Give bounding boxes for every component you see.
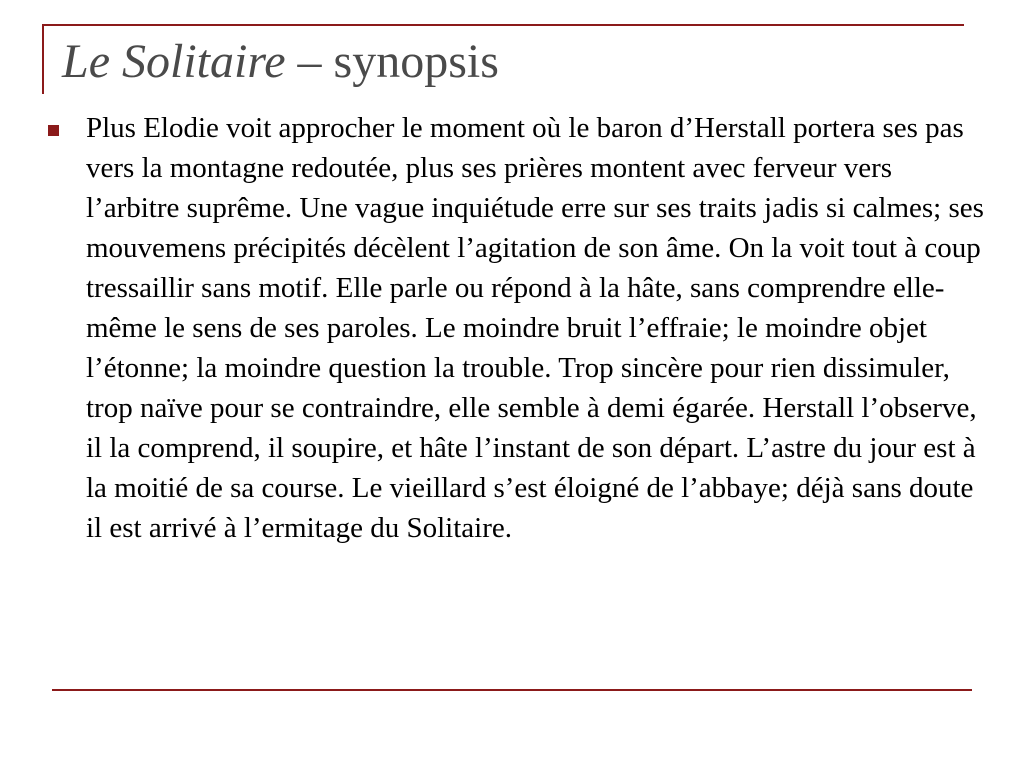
bullet-text: Plus Elodie voit approcher le moment où le baron d’Herstall portera ses pas vers la montagne redoutée, plus ses prières montent avec ferveur vers l’arbitre suprême. Une vague inquiétude erre sur ses traits jadis si calmes; ses mouvemens précipités décèlent l’agitation de son âme. On la voit tout à coup tressaillir sans motif. Elle parle ou répond à la hâte, sans comprendre elle-même le sens de ses paroles. Le moindre bruit l’effraie; le moindre objet l’étonne; la moindre question la trouble. Trop sincère pour rien dissimuler, trop naïve pour se contraindre, elle semble à demi égarée. Herstall l’observe, il la comprend, il soupire, et hâte l’instant de son départ. L’astre du jour est à la moitié de sa course. Le vieillard s’est éloigné de l’abbaye; déjà sans doute il est arrivé à l’ermitage du Solitaire. [86, 112, 984, 544]
top-decorative-rule [42, 24, 964, 26]
bottom-decorative-rule [52, 689, 972, 691]
left-decorative-rule [42, 24, 44, 94]
bullet-item [44, 108, 989, 548]
square-bullet-icon [48, 125, 59, 136]
slide-title-italic-part: Le Solitaire [62, 35, 286, 88]
bullet-list [44, 108, 989, 548]
slide-title-rest: – synopsis [285, 35, 499, 88]
slide-title [62, 36, 499, 89]
